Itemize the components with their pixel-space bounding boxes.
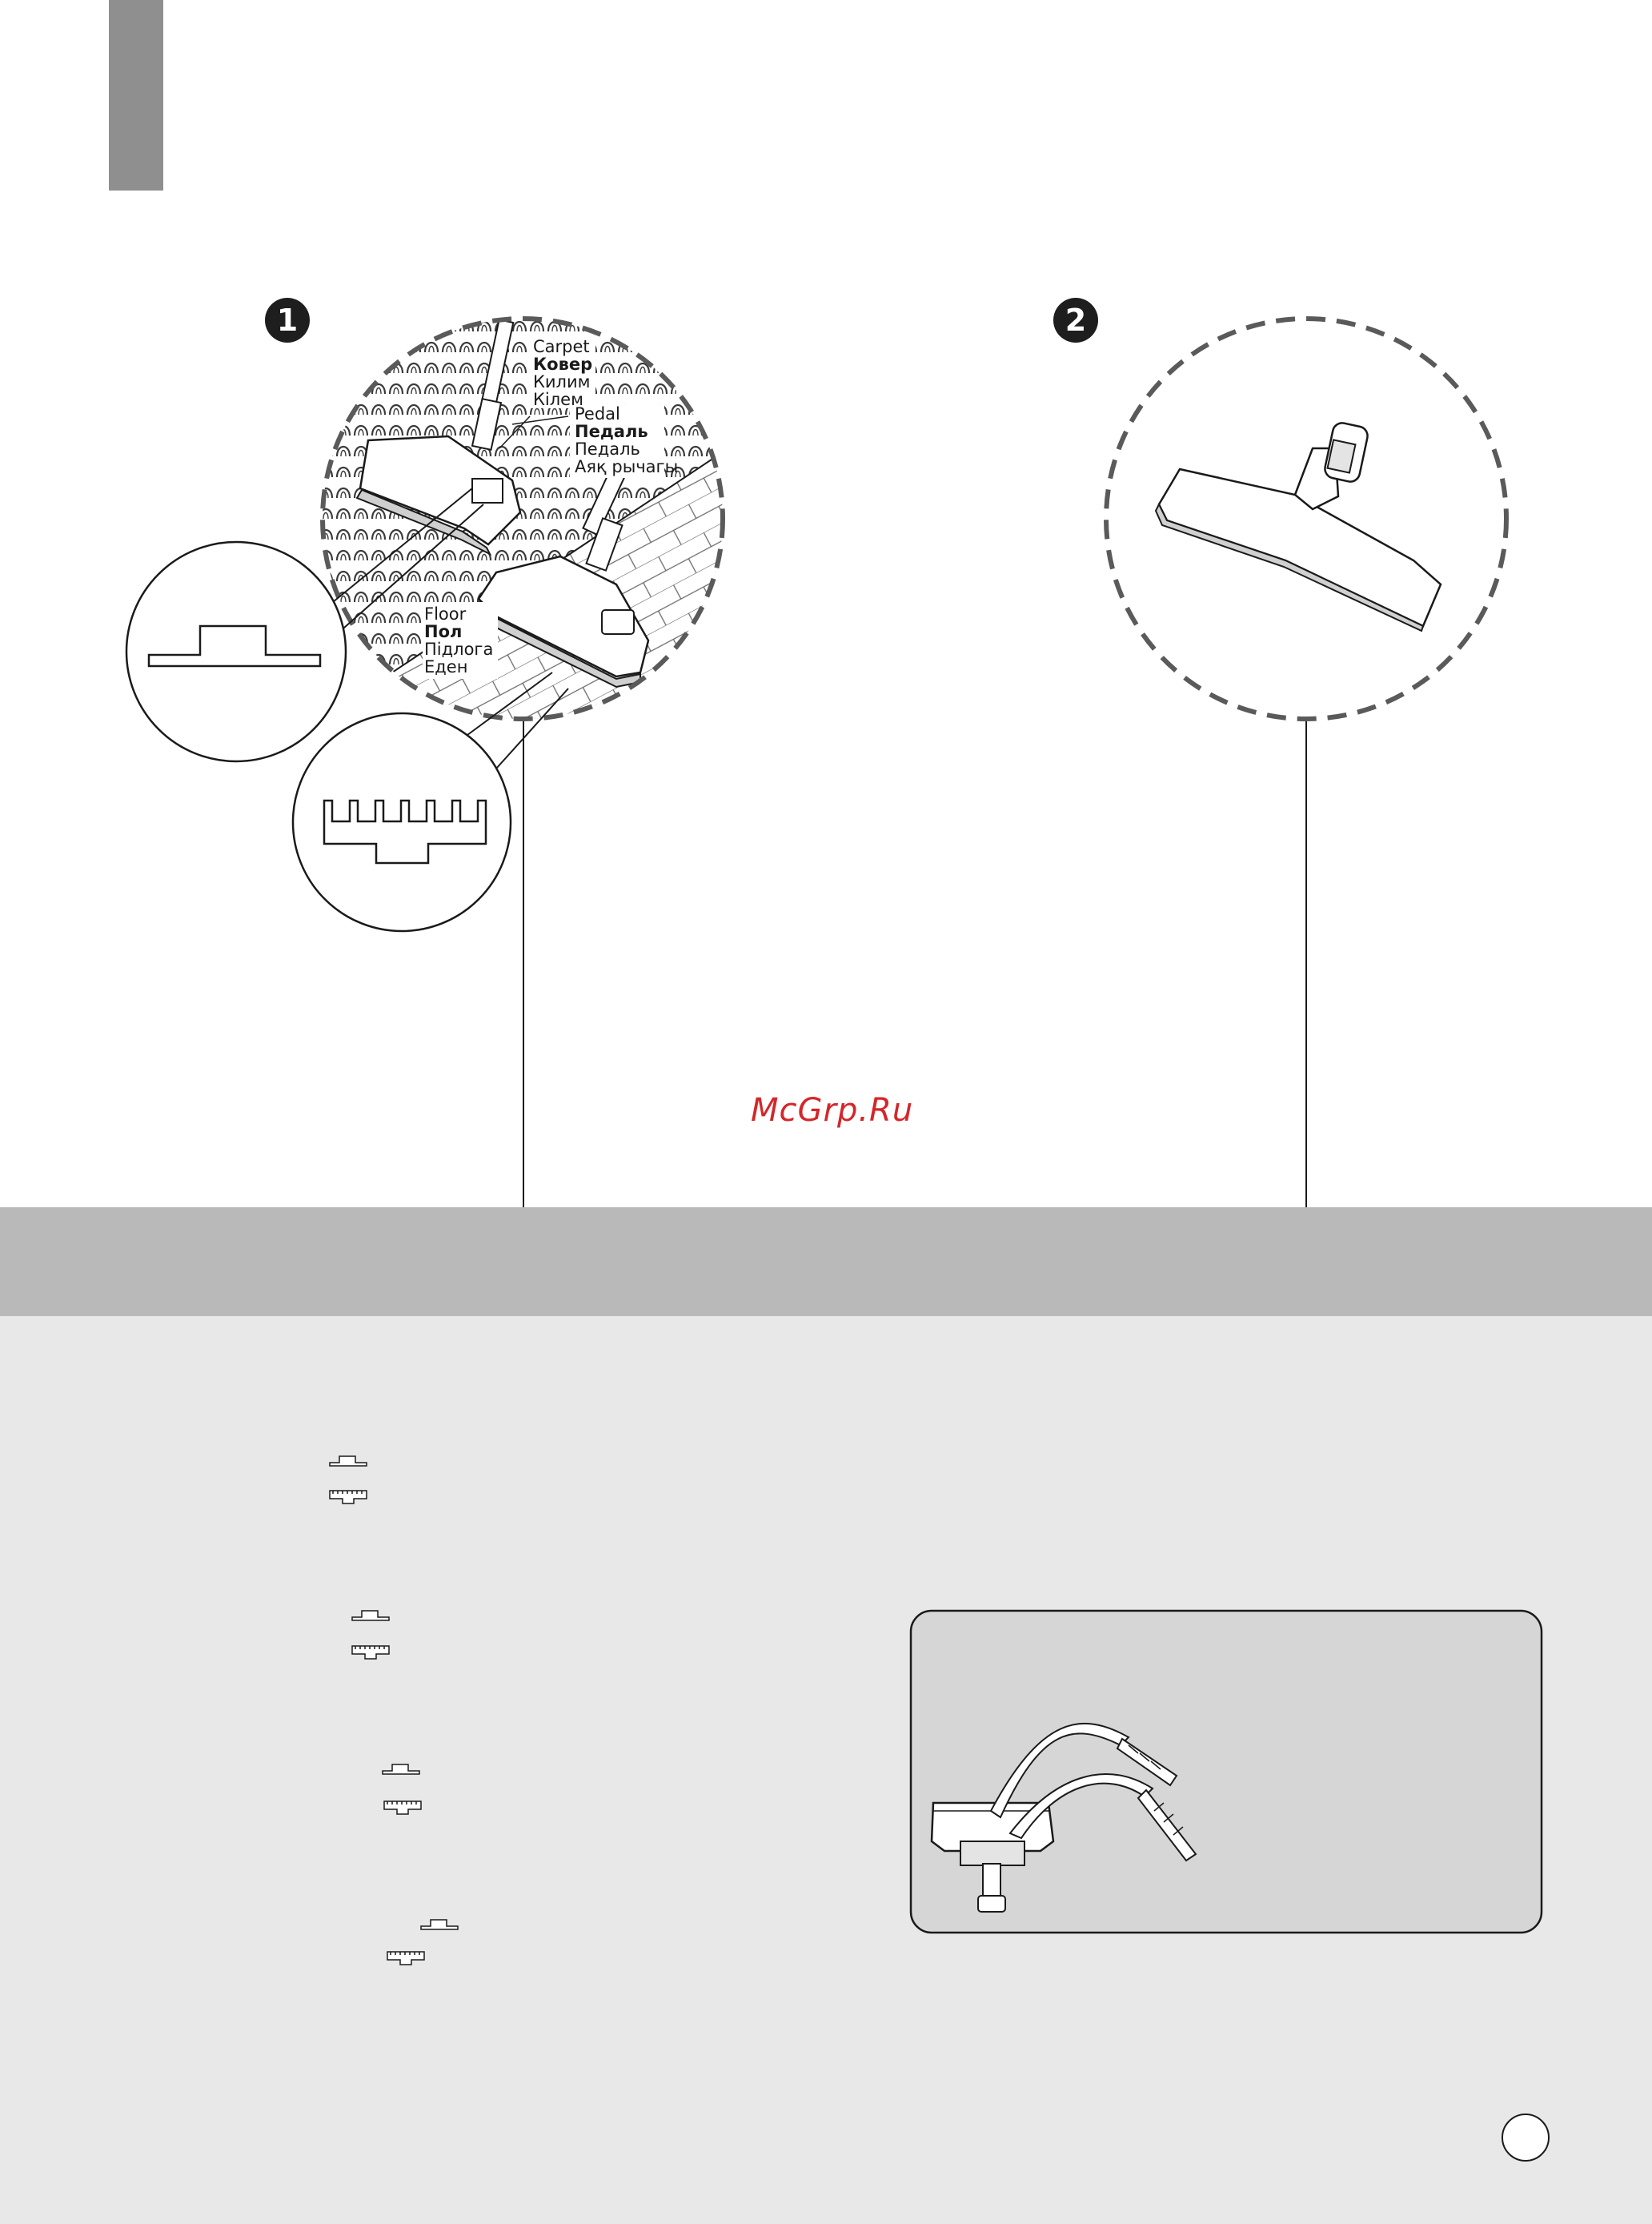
- watermark: McGrp.Ru: [751, 1092, 914, 1129]
- label-pedal-kk: Аяқ рычагы: [575, 457, 679, 476]
- label-carpet-en: Carpet: [533, 337, 590, 356]
- figure-carpet-floor: [320, 312, 728, 729]
- label-carpet-kk: Кілем: [533, 390, 583, 409]
- label-pedal: [575, 405, 678, 476]
- label-pedal-uk: Педаль: [575, 440, 640, 459]
- label-carpet-ru: Ковер: [533, 355, 593, 374]
- step-number-2: 2: [1053, 298, 1098, 343]
- page-number-circle: [1502, 2114, 1550, 2162]
- step-number-1: 1: [265, 298, 310, 343]
- figure-parquet-nozzle: [1106, 319, 1506, 719]
- label-pedal-en: Pedal: [575, 404, 620, 424]
- label-pedal-ru: Педаль: [575, 422, 648, 441]
- section-band: [0, 1207, 1652, 1316]
- label-floor-kk: Еден: [424, 657, 468, 676]
- label-carpet-uk: Килим: [533, 372, 591, 391]
- note-box: [911, 1611, 1542, 1933]
- label-floor-en: Floor: [424, 604, 467, 624]
- label-floor-ru: Пол: [424, 622, 463, 641]
- label-carpet: [533, 338, 592, 408]
- label-floor-uk: Підлога: [424, 640, 494, 659]
- header-tab: [109, 0, 163, 191]
- label-floor: [424, 605, 493, 676]
